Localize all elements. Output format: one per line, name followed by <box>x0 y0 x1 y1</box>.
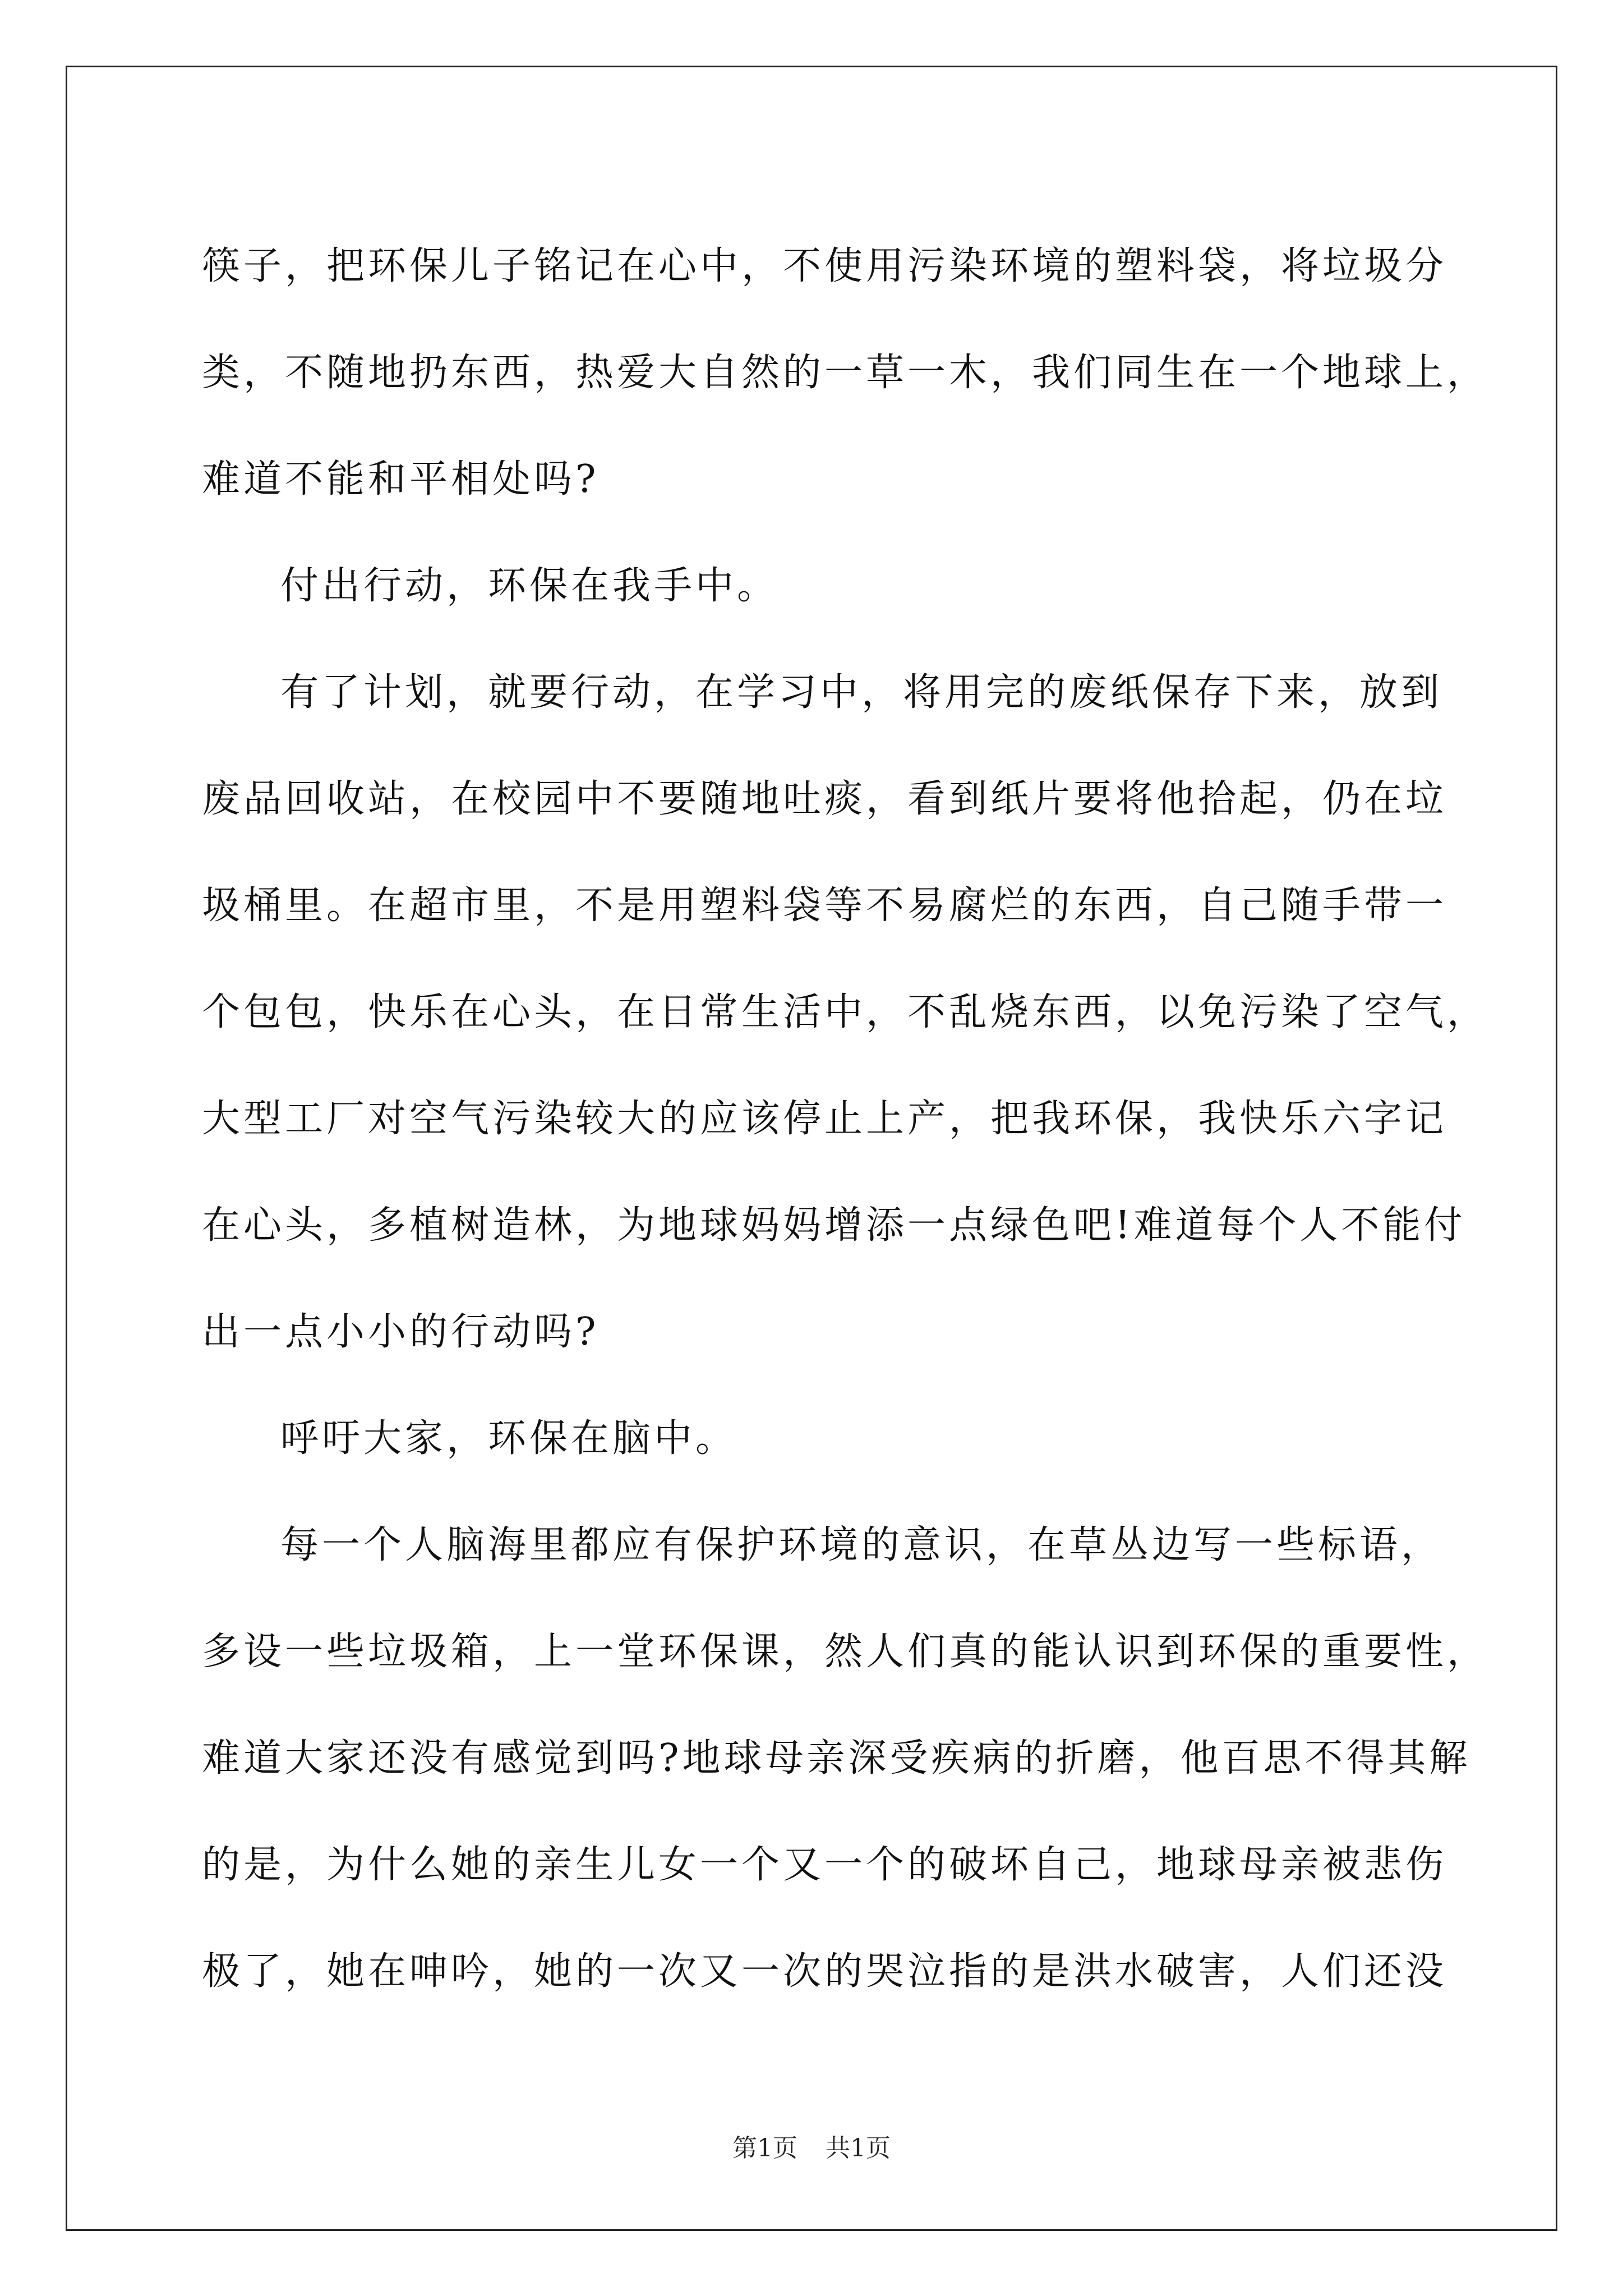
text-line: 类，不随地扔东西，热爱大自然的一草一木，我们同生在一个地球上， <box>202 351 1489 395</box>
text-line: 个包包，快乐在心头，在日常生活中，不乱烧东西，以免污染了空气， <box>202 990 1489 1034</box>
page-number: 第1页 <box>732 2134 797 2162</box>
text-line: 筷子，把环保儿子铭记在心中，不使用污染环境的塑料袋，将垃圾分 <box>202 244 1447 288</box>
document-body <box>202 213 1489 2025</box>
text-line: 每一个人脑海里都应有保护环境的意识，在草丛边写一些标语， <box>280 1523 1443 1567</box>
text-line: 多设一些垃圾箱，上一堂环保课，然人们真的能认识到环保的重要性， <box>202 1630 1489 1674</box>
page-total: 共1页 <box>826 2134 891 2162</box>
text-line: 有了计划，就要行动，在学习中，将用完的废纸保存下来，放到 <box>280 670 1443 715</box>
text-line: 废品回收站，在校园中不要随地吐痰，看到纸片要将他拾起，仍在垃 <box>202 777 1447 821</box>
page-footer <box>0 2132 1623 2165</box>
section-heading: 付出行动，环保在我手中。 <box>280 564 779 608</box>
text-line: 圾桶里。在超市里，不是用塑料袋等不易腐烂的东西，自己随手带一 <box>202 884 1447 928</box>
text-line: 难道不能和平相处吗? <box>202 457 600 501</box>
text-line: 大型工厂对空气污染较大的应该停止上产，把我环保，我快乐六字记 <box>202 1097 1447 1141</box>
text-line: 出一点小小的行动吗? <box>202 1310 600 1354</box>
section-heading: 呼吁大家，环保在脑中。 <box>280 1416 737 1461</box>
text-line: 的是，为什么她的亲生儿女一个又一个的破坏自己，地球母亲被悲伤 <box>202 1843 1447 1887</box>
text-line: 在心头，多植树造林，为地球妈妈增添一点绿色吧!难道每个人不能付 <box>202 1203 1466 1248</box>
text-line: 难道大家还没有感觉到吗?地球母亲深受疾病的折磨，他百思不得其解 <box>202 1736 1471 1780</box>
text-line: 极了，她在呻吟，她的一次又一次的哭泣指的是洪水破害，人们还没 <box>202 1949 1447 1994</box>
